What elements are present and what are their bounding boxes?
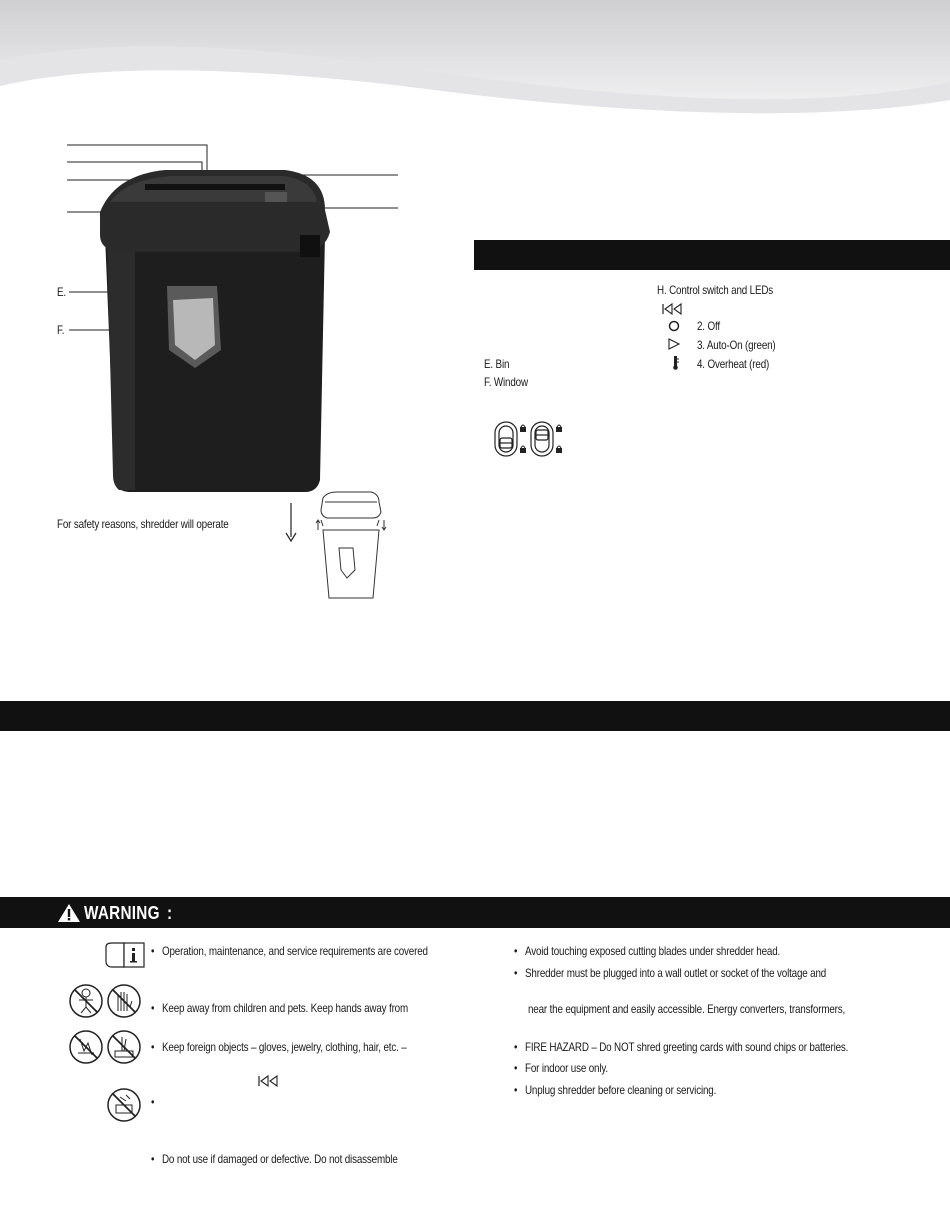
warning-right-bullet-6: • Unplug shredder before cleaning or servicing. bbox=[514, 1083, 717, 1097]
reverse-icon bbox=[662, 303, 684, 315]
warning-left-bullet-2: • Keep away from children and pets. Keep hands away from bbox=[151, 1001, 409, 1015]
safety-note: For safety reasons, shredder will operate bbox=[57, 517, 229, 531]
safety-lock-switch-icon bbox=[490, 418, 566, 460]
arrow-down-icon bbox=[284, 503, 298, 543]
reverse-icon-inline bbox=[258, 1075, 280, 1087]
warning-left-bullet-3: • Keep foreign objects – gloves, jewelry, clothing, hair, etc. – bbox=[151, 1040, 407, 1054]
warning-right-bullet-2: • Shredder must be plugged into a wall outlet or socket of the voltage and bbox=[514, 966, 827, 980]
callout-e: E. bbox=[57, 285, 66, 299]
control-switch-label: H. Control switch and LEDs bbox=[657, 283, 774, 297]
no-aerosol-icon bbox=[106, 1087, 142, 1123]
warning-left-bullet-4: • bbox=[151, 1095, 162, 1109]
bin-removal-illustration bbox=[315, 490, 387, 602]
shredder-illustration bbox=[55, 140, 405, 505]
warning-triangle-icon bbox=[57, 903, 81, 923]
no-loose-clothing-icon bbox=[68, 1029, 104, 1065]
warning-label: WARNING bbox=[84, 902, 160, 923]
warning-colon: : bbox=[167, 902, 173, 923]
warning-left-bullet-5: • Do not use if damaged or defective. Do not disassemble bbox=[151, 1152, 398, 1166]
overheat-thermometer-icon bbox=[672, 356, 680, 370]
control-item-auto-on: 3. Auto-On (green) bbox=[697, 338, 776, 352]
no-hair-icon bbox=[106, 1029, 142, 1065]
header-wave bbox=[0, 0, 950, 130]
operation-section-bar bbox=[0, 701, 950, 731]
part-bin: E. Bin bbox=[484, 357, 510, 371]
callout-f: F. bbox=[57, 323, 65, 337]
part-window: F. Window bbox=[484, 375, 528, 389]
off-circle-icon bbox=[668, 320, 680, 332]
read-manual-icon bbox=[104, 941, 146, 969]
control-item-overheat: 4. Overheat (red) bbox=[697, 357, 770, 371]
auto-on-triangle-icon bbox=[668, 338, 680, 350]
warning-left-bullet-1: • Operation, maintenance, and service requirements are covered bbox=[151, 944, 428, 958]
warning-right-bullet-4: • FIRE HAZARD – Do NOT shred greeting cards with sound chips or batteries. bbox=[514, 1040, 849, 1054]
control-item-off: 2. Off bbox=[697, 319, 720, 333]
warning-title bbox=[57, 903, 173, 923]
warning-right-bullet-5: • For indoor use only. bbox=[514, 1061, 608, 1075]
parts-section-bar bbox=[474, 240, 950, 270]
no-children-icon bbox=[68, 983, 104, 1019]
warning-right-bullet-1: • Avoid touching exposed cutting blades under shredder head. bbox=[514, 944, 781, 958]
warning-right-line-3: near the equipment and easily accessible. Energy converters, transformers, bbox=[528, 1002, 846, 1016]
no-hands-icon bbox=[106, 983, 142, 1019]
